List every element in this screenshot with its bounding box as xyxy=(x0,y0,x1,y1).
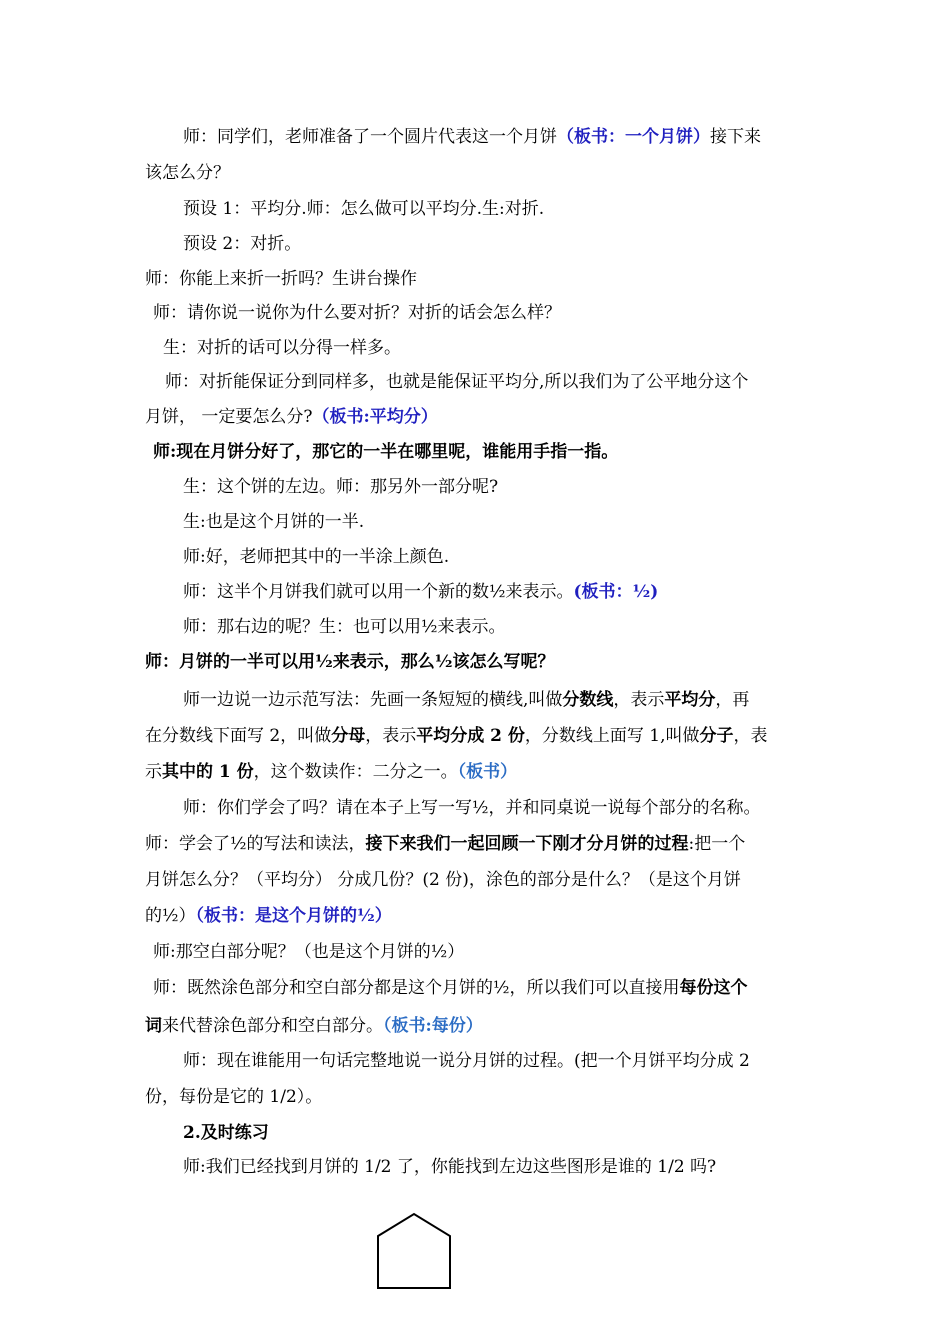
text-run: 其中的 1 份 xyxy=(162,762,254,782)
text-run: ，分数线上面写 1,叫做 xyxy=(524,726,700,746)
text-run: ，再 xyxy=(715,690,750,710)
text-run: （板书：是这个月饼的½） xyxy=(195,906,392,926)
paragraph-line xyxy=(183,796,845,820)
text-run: 示 xyxy=(145,762,162,782)
text-run: 师：学会了½的写法和读法， xyxy=(145,834,366,854)
text-run: 月饼怎么分？（平均分） 分成几份？(2 份)，涂色的部分是什么？（是这个月饼 xyxy=(145,870,741,890)
text-run: :把一个 xyxy=(688,834,746,854)
text-run: 师：同学们，老师准备了一个圆片代表这一个月饼 xyxy=(183,127,557,147)
text-run: 的½） xyxy=(145,906,196,926)
pentagon-house-shape xyxy=(376,1212,456,1292)
text-run: 师：你能上来折一折吗？生讲台操作 xyxy=(145,269,417,289)
text-run: 师：对折能保证分到同样多，也就是能保证平均分,所以我们为了公平地分这个 xyxy=(165,372,749,392)
paragraph-line xyxy=(145,724,845,748)
paragraph-line xyxy=(145,1014,845,1038)
paragraph-line xyxy=(183,1155,845,1179)
text-run: 每份这个 xyxy=(679,978,748,998)
paragraph-line xyxy=(145,904,845,928)
paragraph-line xyxy=(145,868,845,892)
text-run: 份，每份是它的 1/2）。 xyxy=(145,1087,323,1107)
text-run: 师：那右边的呢？生：也可以用½来表示。 xyxy=(183,617,506,637)
text-run: (板书：½) xyxy=(573,582,659,602)
text-run: 预设 1：平均分.师：怎么做可以平均分.生:对折. xyxy=(183,199,545,219)
text-run: 来代替涂色部分和空白部分。 xyxy=(162,1016,383,1036)
paragraph-line xyxy=(183,1121,845,1145)
paragraph-line xyxy=(183,197,845,221)
text-run: （板书:平均分） xyxy=(312,407,438,427)
paragraph-line xyxy=(183,580,845,604)
paragraph-line xyxy=(183,475,845,499)
paragraph-line xyxy=(183,510,845,534)
text-run: ，表示 xyxy=(613,690,665,710)
text-run: 师：现在谁能用一句话完整地说一说分月饼的过程。(把一个月饼平均分成 2 xyxy=(183,1051,750,1071)
text-run: 生：这个饼的左边。师：那另外一部分呢? xyxy=(183,477,499,497)
text-run: 师：月饼的一半可以用½来表示，那么½该怎么写呢？ xyxy=(145,652,555,672)
text-run: ，表示 xyxy=(365,726,417,746)
text-run: 该怎么分？ xyxy=(145,163,230,183)
paragraph-line xyxy=(145,650,845,674)
paragraph-line xyxy=(145,1085,845,1109)
paragraph-line xyxy=(183,688,845,712)
text-run: 平均分 xyxy=(664,690,716,710)
paragraph-line xyxy=(145,405,845,429)
text-run: 分子 xyxy=(699,726,734,746)
text-run: 预设 2：对折。 xyxy=(183,234,302,254)
paragraph-line xyxy=(165,370,865,394)
text-run: 师：这半个月饼我们就可以用一个新的数½来表示。 xyxy=(183,582,574,602)
text-run: （板书：一个月饼） xyxy=(557,127,710,147)
text-run: 师：你们学会了吗？请在本子上写一写½，并和同桌说一说每个部分的名称。 xyxy=(183,798,761,818)
text-run: 月饼， 一定要怎么分? xyxy=(145,407,313,427)
text-run: ，这个数读作：二分之一。 xyxy=(253,762,458,782)
text-run: 师:我们已经找到月饼的 1/2 了，你能找到左边这些图形是谁的 1/2 吗? xyxy=(183,1157,717,1177)
text-run: 生：对折的话可以分得一样多。 xyxy=(163,338,401,358)
text-run: 生:也是这个月饼的一半. xyxy=(183,512,365,532)
paragraph-line xyxy=(183,232,845,256)
paragraph-line xyxy=(183,125,845,149)
text-run: 分数线 xyxy=(562,690,614,710)
text-run: 师:好，老师把其中的一半涂上颜色. xyxy=(183,547,450,567)
paragraph-line xyxy=(145,267,845,291)
text-run: 2.及时练习 xyxy=(183,1123,269,1143)
paragraph-line xyxy=(145,832,845,856)
text-run: 接下来我们一起回顾一下刚才分月饼的过程 xyxy=(365,834,689,854)
paragraph-line xyxy=(153,301,853,325)
paragraph-line xyxy=(153,940,853,964)
paragraph-line xyxy=(153,976,853,1000)
text-run: 接下来 xyxy=(710,127,761,147)
paragraph-line xyxy=(145,760,845,784)
text-run: 在分数线下面写 2，叫做 xyxy=(145,726,332,746)
paragraph-line xyxy=(153,440,853,464)
text-run: （板书） xyxy=(457,762,518,782)
text-run: 师:那空白部分呢？（也是这个月饼的½） xyxy=(153,942,465,962)
text-run: 分母 xyxy=(331,726,366,746)
paragraph-line xyxy=(183,545,845,569)
paragraph-line xyxy=(163,336,863,360)
text-run: 词 xyxy=(145,1016,162,1036)
paragraph-line xyxy=(145,161,845,185)
text-run: （板书:每份） xyxy=(383,1016,483,1036)
text-run: 师：既然涂色部分和空白部分都是这个月饼的½，所以我们可以直接用 xyxy=(153,978,680,998)
paragraph-line xyxy=(183,615,845,639)
paragraph-line xyxy=(183,1049,845,1073)
text-run: 师：请你说一说你为什么要对折？对折的话会怎么样？ xyxy=(153,303,561,323)
text-run: 平均分成 2 份 xyxy=(416,726,525,746)
text-run: 师一边说一边示范写法：先画一条短短的横线,叫做 xyxy=(183,690,563,710)
text-run: ，表 xyxy=(733,726,768,746)
text-run: 师:现在月饼分好了，那它的一半在哪里呢，谁能用手指一指。 xyxy=(153,442,619,462)
